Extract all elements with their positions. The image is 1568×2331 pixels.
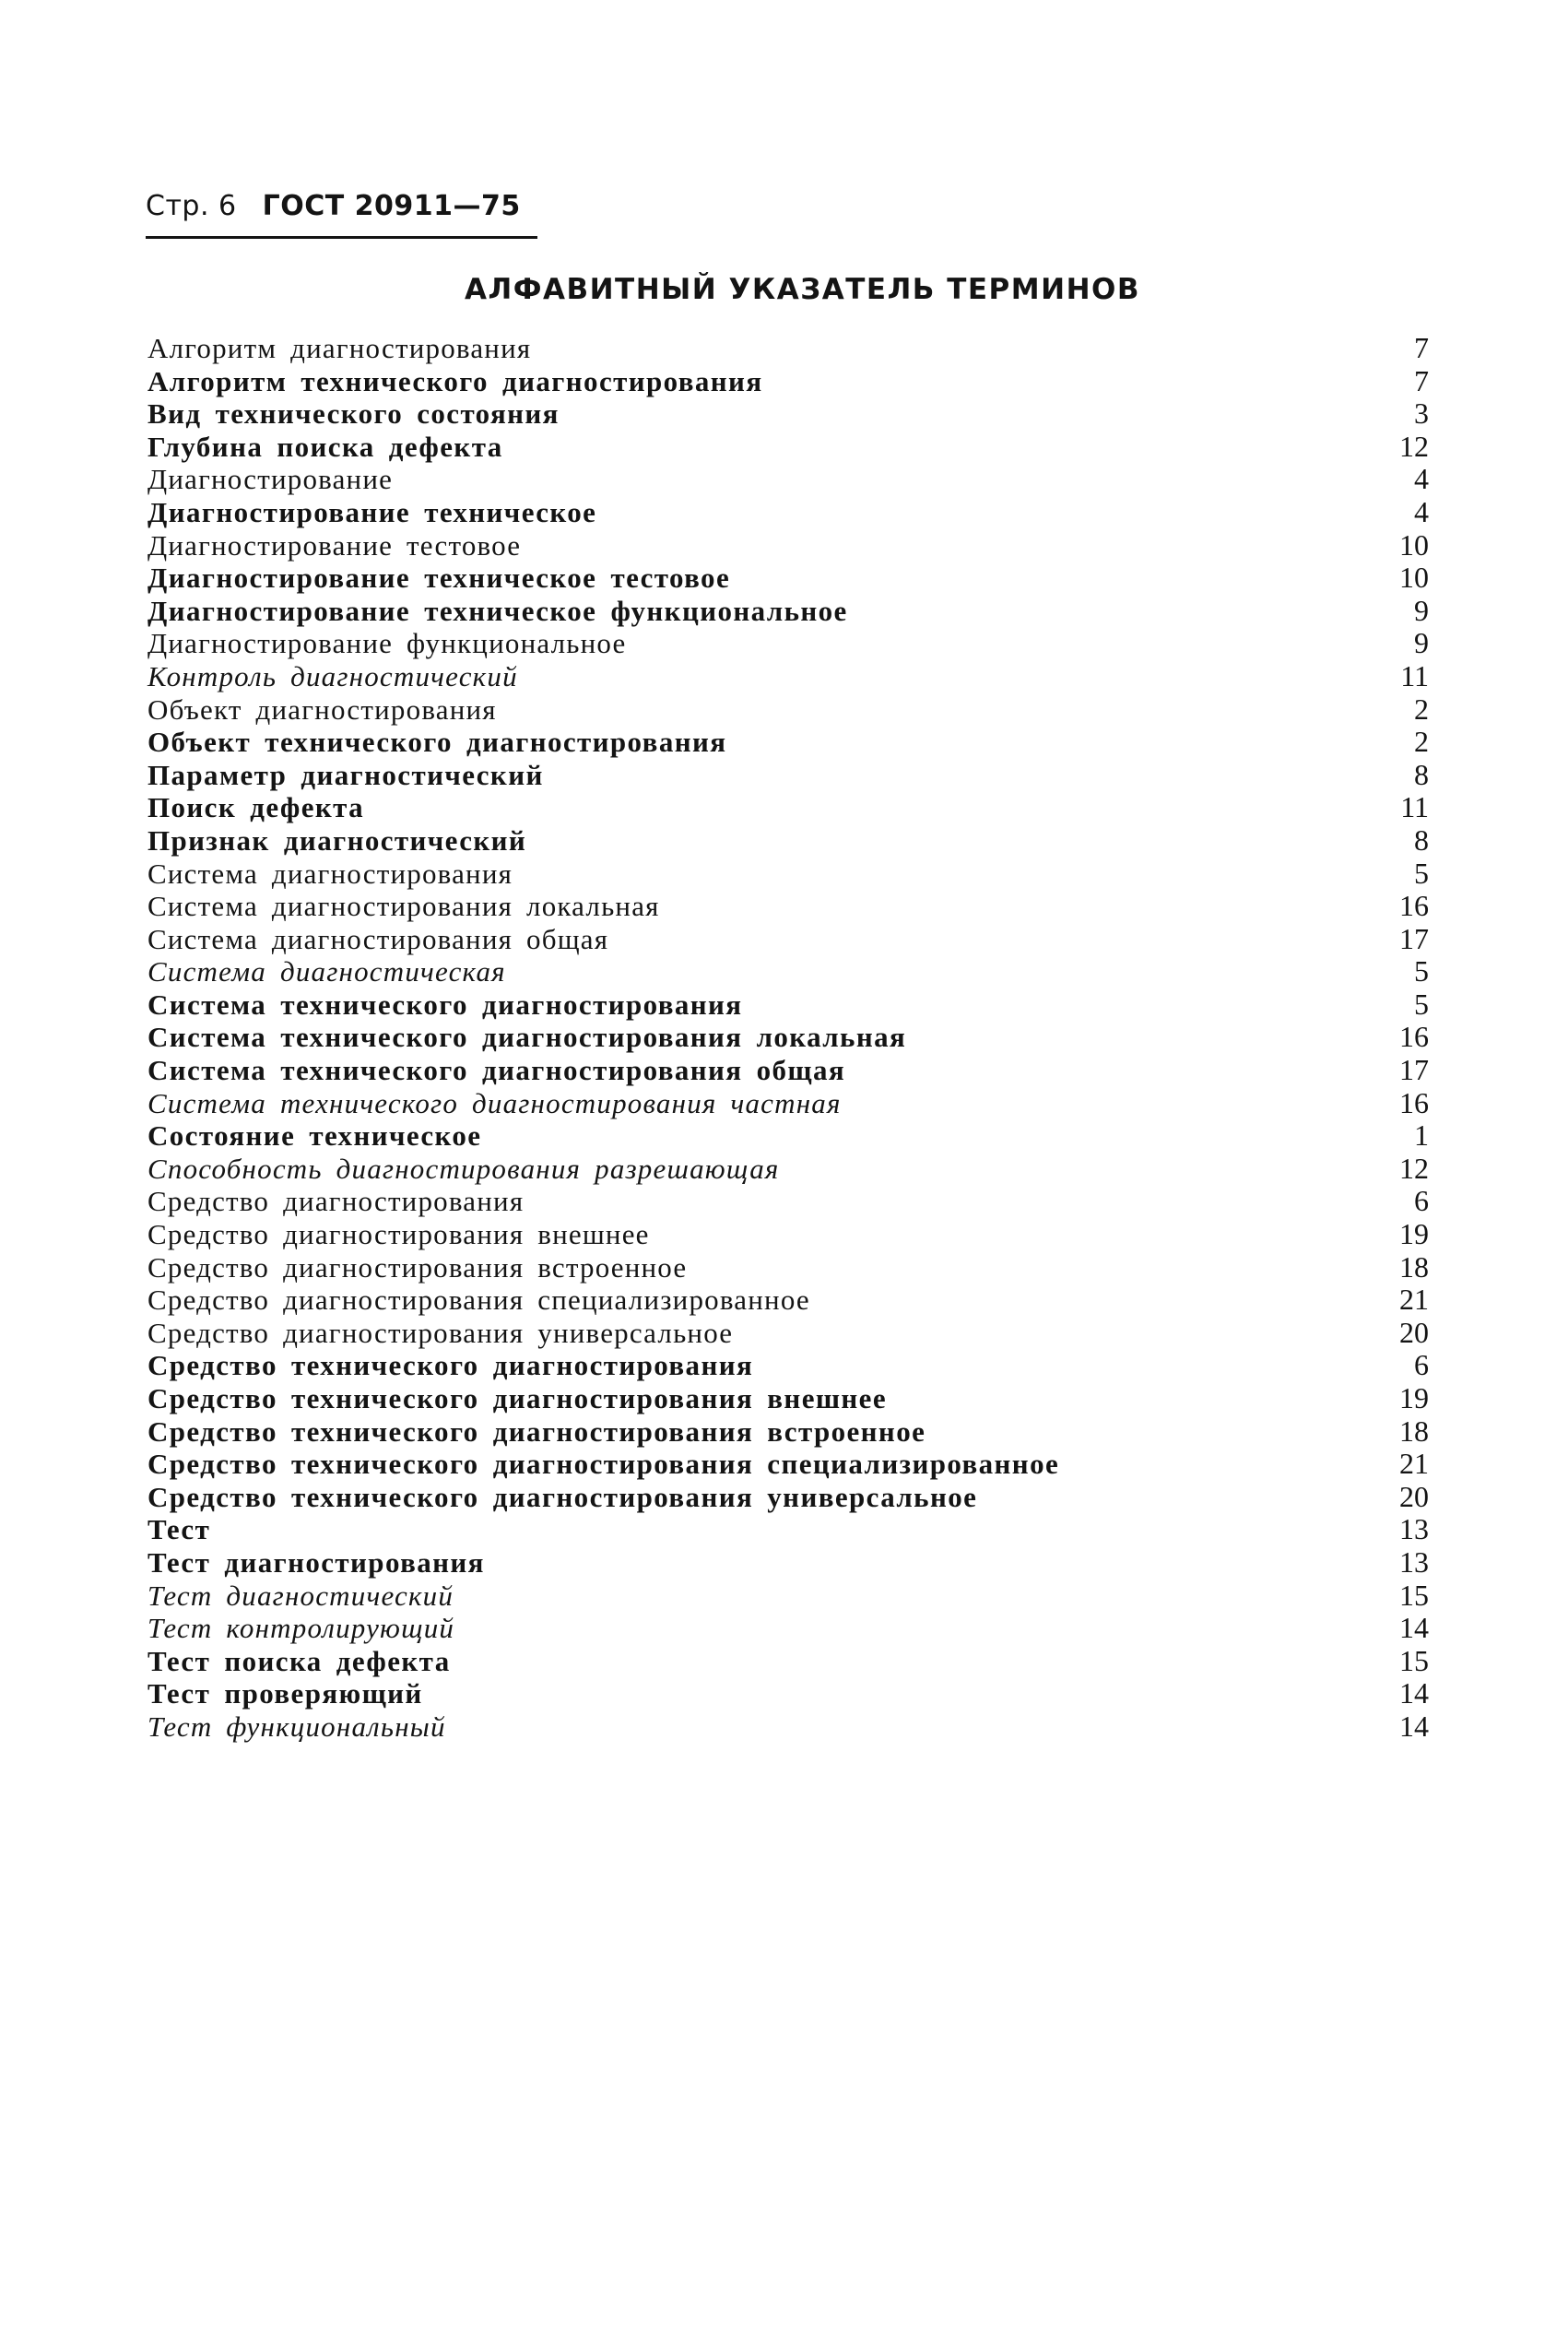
index-entry — [147, 988, 1429, 1022]
index-entry — [147, 1153, 1429, 1186]
index-term: Система диагностирования локальная — [147, 890, 660, 923]
index-term: Средство технического диагностирования встроенное — [147, 1414, 926, 1448]
index-entry — [147, 1448, 1429, 1481]
index-term: Алгоритм диагностирования — [147, 332, 532, 364]
index-page-number: 5 — [1414, 856, 1429, 890]
index-term: Признак диагностический — [147, 823, 527, 857]
index-page-number: 17 — [1399, 1053, 1429, 1087]
index-entry — [147, 923, 1429, 956]
index-entry — [147, 1251, 1429, 1284]
document-code: ГОСТ 20911—75 — [262, 190, 521, 222]
index-entry — [147, 365, 1429, 398]
index-entry — [147, 759, 1429, 792]
index-page-number: 18 — [1399, 1249, 1429, 1284]
index-page-number: 15 — [1399, 1578, 1429, 1612]
index-term: Диагностирование техническое тестовое — [147, 562, 731, 595]
index-entry — [147, 1546, 1429, 1580]
index-page-number: 11 — [1400, 790, 1429, 824]
index-page-number: 8 — [1414, 757, 1429, 791]
index-term: Система диагностирования общая — [147, 922, 609, 955]
index-term: Диагностирование тестовое — [147, 528, 522, 562]
index-entry — [147, 1284, 1429, 1317]
index-term: Система диагностическая — [147, 955, 506, 988]
index-entry — [147, 1054, 1429, 1087]
index-page-number: 9 — [1414, 626, 1429, 660]
index-page-number: 13 — [1399, 1544, 1429, 1579]
index-term: Тест контролирующий — [147, 1612, 455, 1645]
index-page-number: 21 — [1399, 1447, 1429, 1481]
index-entry — [147, 431, 1429, 464]
index-term: Средство диагностирования универсальное — [147, 1316, 734, 1349]
index-term: Система технического диагностирования — [147, 988, 743, 1021]
index-term: Тест — [147, 1513, 211, 1546]
index-page-number: 16 — [1399, 1020, 1429, 1054]
index-page-number: 19 — [1399, 1381, 1429, 1414]
index-page-number: 14 — [1399, 1611, 1429, 1645]
index-page-number: 5 — [1414, 987, 1429, 1021]
index-entry — [147, 1317, 1429, 1350]
index-page-number: 19 — [1399, 1217, 1429, 1251]
index-entry — [147, 1645, 1429, 1678]
index-page-number: 6 — [1414, 1348, 1429, 1382]
index-term: Алгоритм технического диагностирования — [147, 364, 763, 397]
index-term: Система технического диагностирования частная — [147, 1086, 842, 1119]
index-entry — [147, 1185, 1429, 1218]
index-term: Средство технического диагностирования внешнее — [147, 1382, 887, 1414]
index-page-number: 18 — [1399, 1414, 1429, 1448]
index-entry — [147, 463, 1429, 496]
index-term: Способность диагностирования разрешающая — [147, 1152, 780, 1185]
index-entry — [147, 1481, 1429, 1514]
index-page-number: 2 — [1414, 725, 1429, 759]
index-term: Средство диагностирования — [147, 1185, 525, 1218]
index-term: Система диагностирования — [147, 857, 513, 890]
index-entry — [147, 529, 1429, 562]
index-entry — [147, 791, 1429, 824]
index-page-number: 16 — [1399, 889, 1429, 923]
index-title: АЛФАВИТНЫЙ УКАЗАТЕЛЬ ТЕРМИНОВ — [465, 273, 1140, 306]
index-page-number: 16 — [1399, 1085, 1429, 1119]
index-page-number: 6 — [1414, 1184, 1429, 1218]
index-page-number: 17 — [1399, 921, 1429, 955]
index-page-number: 2 — [1414, 692, 1429, 726]
index-entry — [147, 890, 1429, 923]
index-term: Система технического диагностирования локальная — [147, 1021, 907, 1054]
index-entry — [147, 562, 1429, 595]
index-term: Поиск дефекта — [147, 791, 365, 824]
index-term: Диагностирование техническое — [147, 495, 597, 528]
index-page-number: 14 — [1399, 1676, 1429, 1710]
page-number: Стр. 6 — [146, 190, 237, 222]
index-entry — [147, 1218, 1429, 1251]
index-term: Диагностирование функциональное — [147, 627, 627, 660]
index-entry — [147, 1415, 1429, 1449]
index-entry — [147, 1021, 1429, 1054]
index-entry — [147, 660, 1429, 693]
index-page-number: 10 — [1399, 561, 1429, 595]
index-page-number: 9 — [1414, 593, 1429, 627]
index-entry — [147, 726, 1429, 759]
index-term: Средство технического диагностирования универсальное — [147, 1480, 978, 1513]
index-page-number: 20 — [1399, 1315, 1429, 1349]
index-entry — [147, 693, 1429, 727]
index-term: Средство технического диагностирования — [147, 1349, 754, 1382]
index-page-number: 14 — [1399, 1709, 1429, 1743]
index-term: Тест функциональный — [147, 1710, 446, 1743]
index-term: Контроль диагностический — [147, 659, 518, 692]
index-term: Объект технического диагностирования — [147, 726, 727, 759]
index-term: Средство диагностирования встроенное — [147, 1250, 688, 1284]
index-entry — [147, 496, 1429, 529]
index-page-number: 8 — [1414, 822, 1429, 857]
index-entry — [147, 1087, 1429, 1120]
index-page-number: 3 — [1414, 396, 1429, 431]
index-page-number: 5 — [1414, 954, 1429, 988]
index-page-number: 10 — [1399, 527, 1429, 562]
index-page-number: 12 — [1399, 1151, 1429, 1185]
index-term: Тест поиска дефекта — [147, 1644, 451, 1677]
index-page-number: 11 — [1400, 658, 1429, 692]
index-page-number: 4 — [1414, 462, 1429, 496]
index-term: Параметр диагностический — [147, 758, 544, 791]
index-term: Диагностирование техническое функциональное — [147, 594, 848, 627]
index-entry — [147, 627, 1429, 660]
index-term: Тест диагностирования — [147, 1545, 485, 1579]
index-entry — [147, 332, 1429, 365]
index-page-number: 20 — [1399, 1479, 1429, 1513]
index-page-number: 12 — [1399, 429, 1429, 463]
index-entry — [147, 1710, 1429, 1744]
index-page-number: 21 — [1399, 1283, 1429, 1317]
index-term: Тест диагностический — [147, 1579, 454, 1612]
page-header — [146, 188, 537, 239]
index-entry — [147, 1382, 1429, 1415]
index-term: Система технического диагностирования общая — [147, 1054, 846, 1087]
index-term: Средство диагностирования внешнее — [147, 1218, 650, 1251]
index-page-number: 4 — [1414, 494, 1429, 528]
index-entry — [147, 595, 1429, 628]
index-entry — [147, 824, 1429, 858]
index-page-number: 7 — [1414, 331, 1429, 364]
index-term: Диагностирование — [147, 463, 394, 496]
index-entry — [147, 1580, 1429, 1613]
index-entry — [147, 858, 1429, 891]
index-term: Средство диагностирования специализированное — [147, 1284, 810, 1317]
index-term: Глубина поиска дефекта — [147, 430, 503, 463]
index-term: Состояние техническое — [147, 1119, 482, 1153]
index-entry — [147, 1513, 1429, 1546]
index-page-number: 15 — [1399, 1643, 1429, 1677]
index-entry — [147, 1119, 1429, 1153]
index-entry — [147, 1612, 1429, 1645]
index-page-number: 7 — [1414, 363, 1429, 397]
index-page-number: 1 — [1414, 1118, 1429, 1153]
index-entry — [147, 1349, 1429, 1382]
index-term: Объект диагностирования — [147, 692, 497, 726]
index-entry — [147, 397, 1429, 431]
term-index-list — [147, 332, 1429, 1744]
index-page-number: 13 — [1399, 1512, 1429, 1546]
index-term: Вид технического состояния — [147, 397, 560, 431]
index-entry — [147, 955, 1429, 988]
index-term: Средство технического диагностирования специализированное — [147, 1448, 1060, 1481]
index-entry — [147, 1677, 1429, 1710]
index-term: Тест проверяющий — [147, 1677, 423, 1710]
